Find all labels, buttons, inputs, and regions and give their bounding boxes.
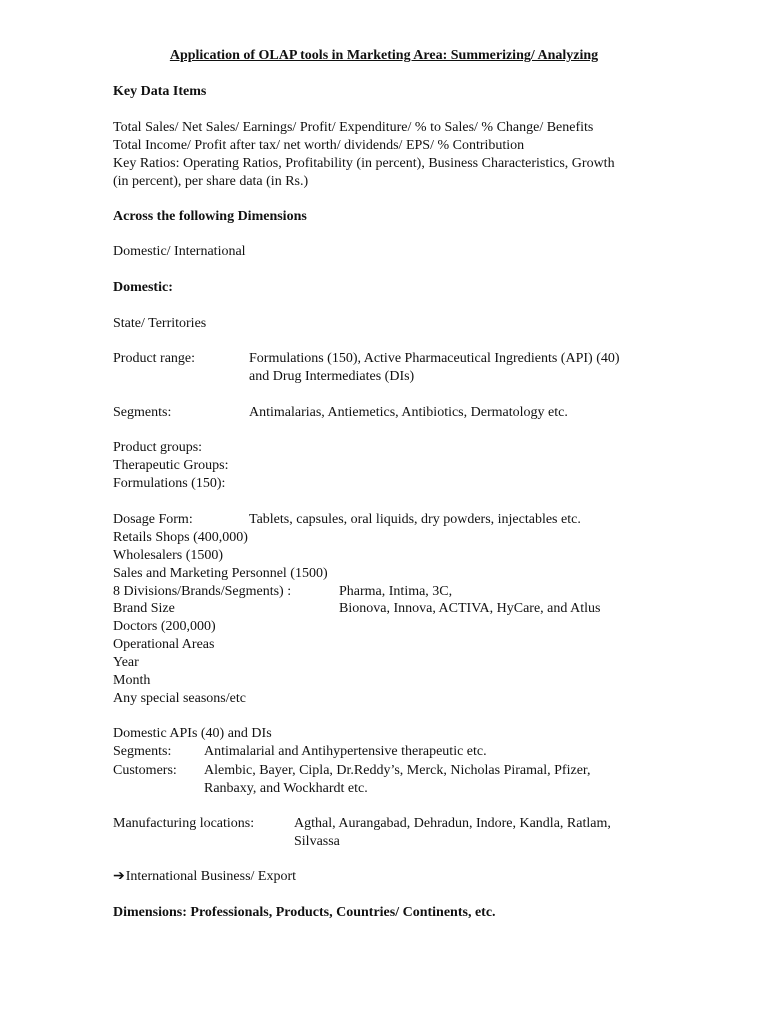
year: Year [113,655,139,670]
manufacturing-value-2: Silvassa [294,834,340,849]
month: Month [113,673,151,688]
manufacturing-value-1: Agthal, Aurangabad, Dehradun, Indore, Kandla, Ratlam, [294,816,611,831]
customers-value-2: Ranbaxy, and Wockhardt etc. [204,781,368,796]
sales-personnel: Sales and Marketing Personnel (1500) [113,566,328,581]
product-groups: Product groups: [113,440,203,455]
product-range-value-1: Formulations (150), Active Pharmaceutical Ingredients (API) (40) [249,351,620,366]
customers-value-1: Alembic, Bayer, Cipla, Dr.Reddy’s, Merck, Nicholas Piramal, Pfizer, [204,763,591,778]
api-segments-value: Antimalarial and Antihypertensive therapeutic etc. [204,744,487,759]
formulations: Formulations (150): [113,476,226,491]
segments-value: Antimalarias, Antiemetics, Antibiotics, Dermatology etc. [249,405,568,420]
segments-label: Segments: [113,405,172,420]
key-data-line-2: Total Income/ Profit after tax/ net worth/ dividends/ EPS/ % Contribution [113,138,525,153]
product-range-value-2: and Drug Intermediates (DIs) [249,369,415,384]
arrow-right-icon: ➔ [113,869,125,884]
manufacturing-label: Manufacturing locations: [113,816,255,831]
brand-size-label: Brand Size [113,601,175,616]
retail-shops: Retails Shops (400,000) [113,530,248,545]
domestic-heading: Domestic: [113,280,173,295]
key-data-line-1: Total Sales/ Net Sales/ Earnings/ Profit/ Expenditure/ % to Sales/ % Change/ Benefits [113,120,594,135]
product-range-label: Product range: [113,351,196,366]
special-seasons: Any special seasons/etc [113,691,246,706]
doctors: Doctors (200,000) [113,619,216,634]
api-segments-label: Segments: [113,744,172,759]
brand-size-value: Bionova, Innova, ACTIVA, HyCare, and Atlus [339,601,601,616]
final-dimensions: Dimensions: Professionals, Products, Countries/ Continents, etc. [113,905,496,920]
dimensions-heading: Across the following Dimensions [113,209,307,224]
key-data-line-4: (in percent), per share data (in Rs.) [113,174,309,189]
dosage-form-label: Dosage Form: [113,512,193,527]
domestic-international: Domestic/ International [113,244,246,259]
state-territories: State/ Territories [113,316,207,331]
operational-areas: Operational Areas [113,637,215,652]
wholesalers: Wholesalers (1500) [113,548,224,563]
dosage-form-value: Tablets, capsules, oral liquids, dry powders, injectables etc. [249,512,581,527]
divisions-label: 8 Divisions/Brands/Segments) : [113,584,292,599]
divisions-value: Pharma, Intima, 3C, [339,584,453,599]
domestic-apis: Domestic APIs (40) and DIs [113,726,272,741]
customers-label: Customers: [113,763,177,778]
key-data-line-3: Key Ratios: Operating Ratios, Profitability (in percent), Business Characteristics, Growth [113,156,615,171]
key-data-heading: Key Data Items [113,84,207,99]
therapeutic-groups: Therapeutic Groups: [113,458,229,473]
international-text: International Business/ Export [125,869,297,884]
international-line [113,868,296,886]
page-title: Application of OLAP tools in Marketing Area: Summerizing/ Analyzing [169,48,599,63]
